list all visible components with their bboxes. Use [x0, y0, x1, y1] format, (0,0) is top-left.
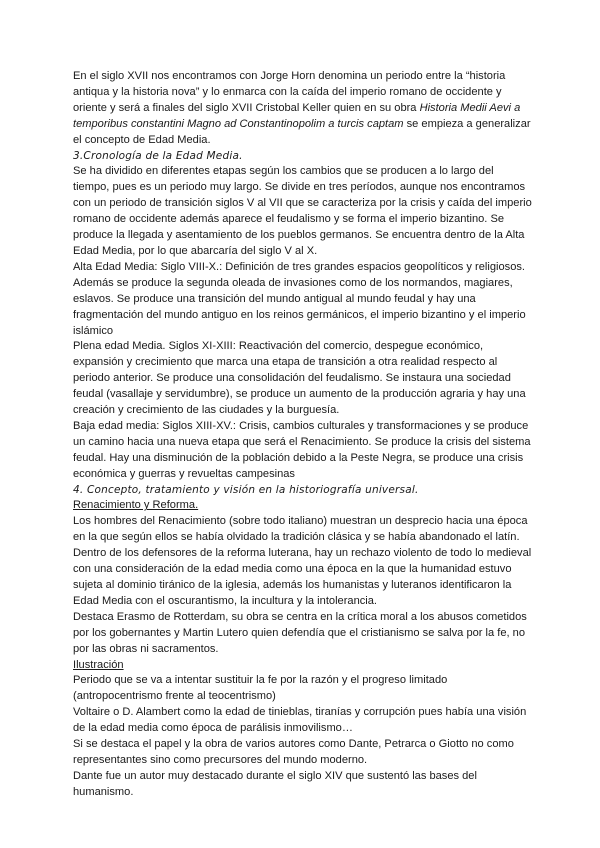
paragraph-erasmo: Destaca Erasmo de Rotterdam, su obra se centra en la crítica moral a los abusos cometidos por los gobernantes y Martin Lutero quien defendía que el cristianismo se salva por la fe, no por las obras ni sacramentos. — [73, 610, 527, 655]
book-title-italic: Historia Medii Aevi a temporibus constantini Magno ad Constantinopolim a turcis captam — [73, 101, 521, 130]
paragraph-periods: Se ha dividido en diferentes etapas según los cambios que se producen a lo largo del tiempo, pues es un periodo muy largo. Se divide en tres períodos, aunque nos encontramos con un periodo de transición siglos V al VII que se caracteriza por la crisis y caída del imperio romano de occidente además aparece el feudalismo y se forma el imperio bizantino. Se produce la llegada y asentamiento de los pueblos germanos. Se encuentra dentro de la Alta Edad Media, por lo que abarcaría del siglo V al X. — [73, 165, 532, 257]
subheading-renacimiento: Renacimiento y Reforma. — [73, 499, 199, 512]
intro-text-b: se empieza a generalizar el concepto de Edad Media. — [73, 117, 531, 146]
paragraph-alta-edad-media: Alta Edad Media: Siglo VIII-X.: Definición de tres grandes espacios geopolíticos y religiosos. Además se produce la segunda oleada de invasiones como de los normandos, magiares, eslavos. Se produce una transición del mundo antigual al mundo feudal y hay una fragmentación del mundo antiguo en los reinos germánicos, el imperio bizantino y el imperio islámico — [73, 260, 526, 337]
document-page — [73, 69, 533, 801]
paragraph-ilustracion-3: Si se destaca el papel y la obra de varios autores como Dante, Petrarca o Giotto no como representantes sino como precursores del mundo moderno. — [73, 738, 514, 766]
paragraph-ilustracion-4: Dante fue un autor muy destacado durante el siglo XIV que sustentó las bases del humanismo. — [73, 769, 477, 798]
paragraph-baja-edad-media: Baja edad media: Siglos XIII-XV.: Crisis, cambios culturales y transformaciones y se produce un camino hacia una nueva etapa que será el Renacimiento. Se produce la crisis del sistema feudal. Hay una disminución de la población debido a la Peste Negra, se produce una crisis económica y guerras y revueltas campesinas — [73, 419, 531, 480]
paragraph-ilustracion-1: Periodo que se va a intentar sustituir la fe por la razón y el progreso limitado (antropocentrismo frente al teocentrismo) — [73, 674, 448, 703]
paragraph-intro — [73, 69, 533, 149]
section-heading-4: 4. Concepto, tratamiento y visión en la historiografía universal. — [73, 483, 419, 496]
intro-text-a: En el siglo XVII nos encontramos con Jorge Horn denomina un periodo entre la “historia antiqua y la historia nova” y lo enmarca con la caída del imperio romano de occidente y oriente y será a finales del siglo XVII Cristobal Keller quien en su obra — [73, 70, 506, 114]
paragraph-plena-edad-media: Plena edad Media. Siglos XI-XIII: Reactivación del comercio, despegue económico, expansión y crecimiento que marca una etapa de transición a otra realidad respecto al periodo anterior. Se produce una consolidación del feudalismo. Se instaura una sociedad feudal (vasallaje y servidumbre), se produce un aumento de la producción agraria y hay una creación y crecimiento de las ciudades y la burguesía. — [73, 340, 526, 417]
paragraph-renacimiento: Los hombres del Renacimiento (sobre todo italiano) muestran un desprecio hacia una época en la que según ellos se había olvidado la tradición clásica y se había abandonado el latín. — [73, 515, 528, 544]
subheading-ilustracion: Ilustración — [73, 658, 124, 671]
section-heading-3: 3.Cronología de la Edad Media. — [73, 149, 243, 162]
paragraph-reforma: Dentro de los defensores de la reforma luterana, hay un rechazo violento de todo lo medieval con una consideración de la edad media como una época en la que la humanidad estuvo sujeta al dominio tiránico de la iglesia, además los humanistas y luteranos identificaron la Edad Media con el oscurantismo, la incultura y la intolerancia. — [73, 547, 532, 607]
paragraph-ilustracion-2: Voltaire o D. Alambert como la edad de tinieblas, tiranías y corrupción pues había una visión de la edad media como época de parálisis inmovilismo… — [73, 706, 527, 735]
